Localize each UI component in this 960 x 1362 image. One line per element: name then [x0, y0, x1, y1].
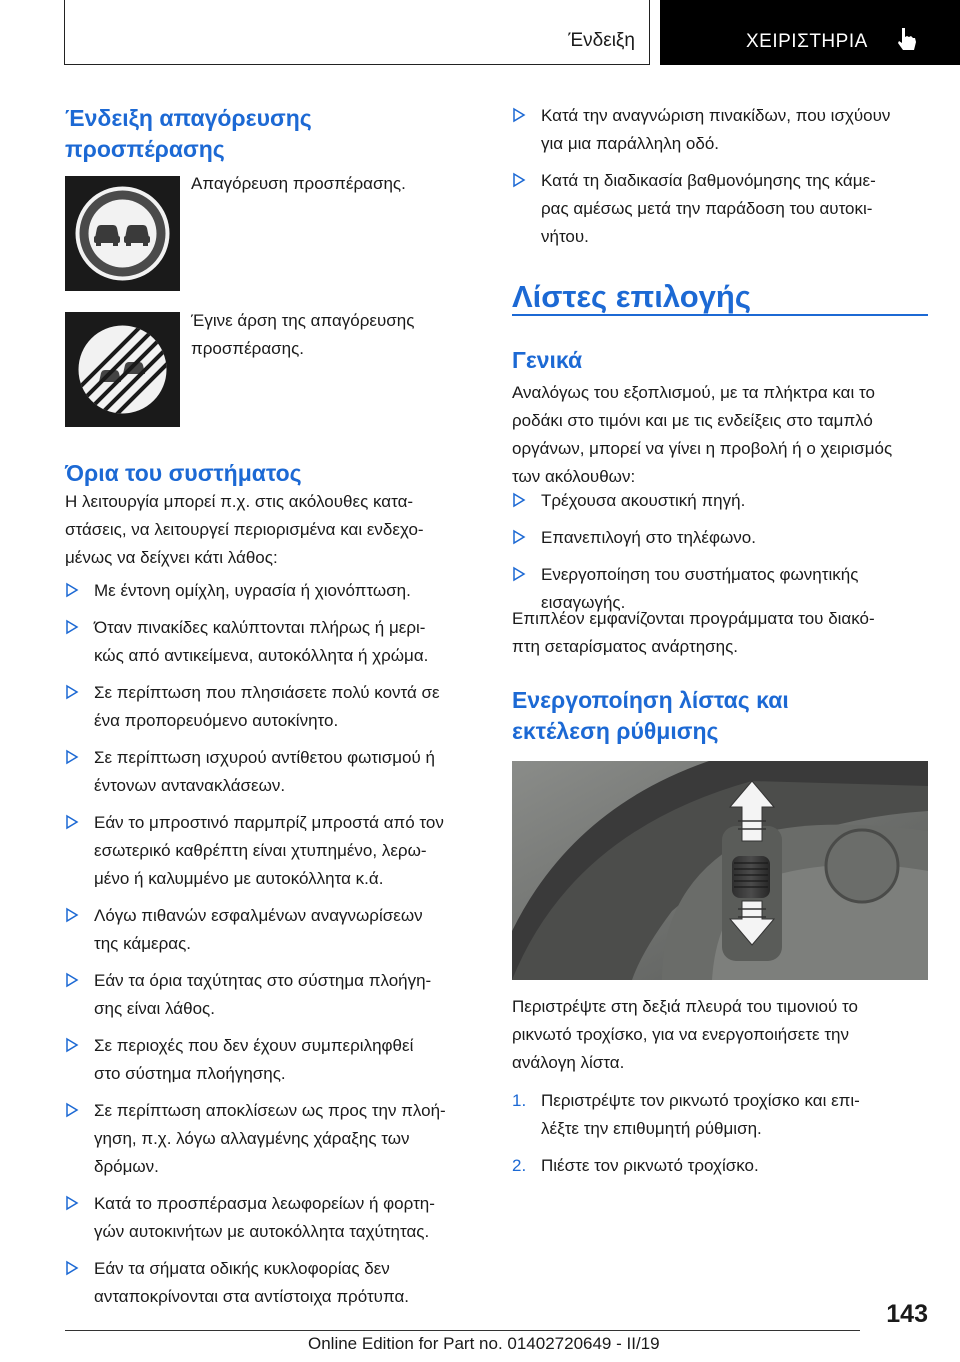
list-item-line: Εάν τα όρια ταχύτητας στο σύστημα πλοήγη‐ — [94, 971, 432, 990]
list-item-line: Σε περίπτωση ισχυρού αντίθετου φωτισμού ή — [94, 748, 435, 767]
limits-intro — [65, 488, 477, 572]
header-frame — [64, 0, 650, 65]
list-item-line: ανταποκρίνονται στα αντίστοιχα πρότυπα. — [94, 1287, 409, 1306]
list-item-line: Με έντονη ομίχλη, υγρασία ή χιονόπτωση. — [94, 581, 411, 600]
list-item — [65, 809, 477, 893]
step-line: λέξτε την επιθυμητή ρύθμιση. — [541, 1119, 762, 1138]
bullet-triangle-icon — [65, 683, 79, 701]
list-item — [512, 102, 928, 158]
section-title: Ένδειξη — [568, 30, 635, 51]
steps-list — [512, 1087, 928, 1189]
list-item-line: Κατά τη διαδικασία βαθμονόμησης της κάμε‐ — [541, 171, 876, 190]
bullet-triangle-icon — [65, 1259, 79, 1277]
list-item — [65, 614, 477, 670]
list-item — [65, 1190, 477, 1246]
sign2-caption-line: προσπέρασης. — [191, 339, 305, 358]
list-item-line: Σε περίπτωση αποκλίσεων ως προς την πλοή‐ — [94, 1101, 446, 1120]
selection-lists-title: Λίστες επιλογής — [512, 279, 751, 314]
end-no-overtaking-sign — [65, 312, 180, 427]
no-overtaking-sign — [65, 176, 180, 291]
step-number: 1. — [512, 1091, 527, 1110]
bullet-triangle-icon — [65, 1036, 79, 1054]
list-item — [65, 967, 477, 1023]
general-text — [512, 379, 928, 491]
overtaking-heading — [65, 103, 477, 165]
bullet-triangle-icon — [65, 1194, 79, 1212]
list-item-line: Εάν το μπροστινό παρμπρίζ μπροστά από τον — [94, 813, 444, 832]
list-item-line: μένο ή καλυμμένο με αυτοκόλλητα κ.ά. — [94, 869, 384, 888]
list-item-line: Επανεπιλογή στο τηλέφωνο. — [541, 528, 756, 547]
bullet-triangle-icon — [512, 106, 526, 124]
general-text-line: οργάνων, μπορεί να γίνει η προβολή ή ο χειρισμός — [512, 439, 893, 458]
list-item — [65, 744, 477, 800]
step-item — [512, 1152, 928, 1180]
general-text-line: Αναλόγως του εξοπλισμού, με τα πλήκτρα και το — [512, 383, 875, 402]
general-text-line: των ακόλουθων: — [512, 467, 636, 486]
list-item — [65, 902, 477, 958]
list-item — [65, 1032, 477, 1088]
step-line: Πιέστε τον ρικνωτό τροχίσκο. — [541, 1156, 759, 1175]
bullet-triangle-icon — [65, 971, 79, 989]
limits-intro-line: Η λειτουργία μπορεί π.χ. στις ακόλουθες κατα‐ — [65, 492, 414, 511]
list-item-line: Εάν τα σήματα οδικής κυκλοφορίας δεν — [94, 1259, 390, 1278]
list-item-line: στο σύστημα πλοήγησης. — [94, 1064, 286, 1083]
limits-list — [65, 577, 477, 1320]
list-item-line: γηση, π.χ. λόγω αλλαγμένης χάραξης των — [94, 1129, 410, 1148]
general-text-line: ροδάκι στο τιμόνι και με τις ενδείξεις στο ταμπλό — [512, 411, 873, 430]
chapter-tab[interactable] — [660, 0, 960, 65]
hand-pointer-icon — [894, 26, 918, 52]
list-item-line: Κατά την αναγνώριση πινακίδων, που ισχύουν — [541, 106, 891, 125]
list-item — [65, 1255, 477, 1311]
list-item-line: για μια παράλληλη οδό. — [541, 134, 719, 153]
bullet-triangle-icon — [65, 1101, 79, 1119]
list-item-line: δρόμων. — [94, 1157, 159, 1176]
list-item-line: ένα προπορευόμενο αυτοκίνητο. — [94, 711, 339, 730]
bullet-triangle-icon — [65, 906, 79, 924]
bullet-triangle-icon — [65, 813, 79, 831]
list-item-line: γών αυτοκινήτων με αυτοκόλλητα ταχύτητας. — [94, 1222, 430, 1241]
list-item — [65, 679, 477, 735]
list-item-line: Όταν πινακίδες καλύπτονται πλήρως ή μερι‐ — [94, 618, 426, 637]
bullet-triangle-icon — [65, 581, 79, 599]
activate-text-line: ανάλογη λίστα. — [512, 1053, 625, 1072]
footer-rule — [65, 1330, 860, 1331]
chapter-tab-label: ΧΕΙΡΙΣΤΗΡΙΑ — [746, 31, 868, 52]
list-item — [65, 1097, 477, 1181]
activate-heading-line: εκτέλεση ρύθμισης — [512, 718, 719, 744]
step-number: 2. — [512, 1156, 527, 1175]
bullet-triangle-icon — [512, 171, 526, 189]
overtaking-heading-line: Ένδειξη απαγόρευσης — [65, 105, 312, 131]
activate-text-line: Περιστρέψτε στη δεξιά πλευρά του τιμονιού το — [512, 997, 858, 1016]
activate-heading — [512, 685, 928, 747]
list-item-line: Κατά το προσπέρασμα λεωφορείων ή φορτη‐ — [94, 1194, 435, 1213]
list-item-line: νήτου. — [541, 227, 589, 246]
list-item-line: εισαγωγής. — [541, 593, 626, 612]
list-item-line: εσωτερικό καθρέπτη είναι χτυπημένο, λερω‐ — [94, 841, 427, 860]
overtaking-heading-line: προσπέρασης — [65, 136, 225, 162]
step-item — [512, 1087, 928, 1143]
extra-text-line: πτη σεταρίσματος ανάρτησης. — [512, 637, 739, 656]
list-item-line: Ενεργοποίηση του συστήματος φωνητικής — [541, 565, 859, 584]
end-no-overtaking-sign-icon — [65, 312, 180, 427]
limits-intro-line: στάσεις, να λειτουργεί περιορισμένα και ενδεχο‐ — [65, 520, 424, 539]
limits-heading: Όρια του συστήματος — [65, 460, 302, 486]
list-item-line: κώς από αντικείμενα, αυτοκόλλητα ή χρώμα. — [94, 646, 429, 665]
bullet-triangle-icon — [512, 528, 526, 546]
list-item-line: Τρέχουσα ακουστική πηγή. — [541, 491, 746, 510]
page-number: 143 — [886, 1300, 928, 1328]
extra-text-line: Επιπλέον εμφανίζονται προγράμματα του διακό‐ — [512, 609, 875, 628]
bullet-triangle-icon — [65, 618, 79, 636]
list-item — [512, 167, 928, 251]
activate-text — [512, 993, 928, 1077]
list-item-line: σης είναι λάθος. — [94, 999, 215, 1018]
list-item-line: ρας αμέσως μετά την παράδοση του αυτοκι‐ — [541, 199, 873, 218]
bullet-triangle-icon — [512, 491, 526, 509]
activate-text-line: ρικνωτό τροχίσκο, για να ενεργοποιήσετε την — [512, 1025, 849, 1044]
sign1-caption: Απαγόρευση προσπέρασης. — [191, 174, 406, 193]
step-line: Περιστρέψτε τον ρικνωτό τροχίσκο και επι‐ — [541, 1091, 860, 1110]
general-heading: Γενικά — [512, 347, 583, 373]
steering-wheel-thumbwheel-photo — [512, 761, 928, 980]
list-item-line: έντονων αντανακλάσεων. — [94, 776, 286, 795]
sign2-caption-line: Έγινε άρση της απαγόρευσης — [191, 311, 415, 330]
list-item-line: Λόγω πιθανών εσφαλμένων αναγνωρίσεων — [94, 906, 423, 925]
bullet-triangle-icon — [512, 565, 526, 583]
list-item — [65, 577, 477, 605]
list-item-line: Σε περιοχές που δεν έχουν συμπεριληφθεί — [94, 1036, 414, 1055]
activate-heading-line: Ενεργοποίηση λίστας και — [512, 687, 789, 713]
extra-text — [512, 605, 928, 661]
top-bullet-list — [512, 102, 928, 260]
sign2-caption — [191, 307, 414, 363]
list-item-line: Σε περίπτωση που πλησιάσετε πολύ κοντά σε — [94, 683, 440, 702]
edition-text: Online Edition for Part no. 01402720649 - II/19 — [308, 1334, 660, 1353]
limits-intro-line: μένως να δείχνει κάτι λάθος: — [65, 548, 278, 567]
list-item-line: της κάμερας. — [94, 934, 191, 953]
steering-wheel-illustration — [512, 761, 928, 980]
list-item — [512, 524, 928, 552]
bullet-triangle-icon — [65, 748, 79, 766]
list-item — [512, 487, 928, 515]
no-overtaking-sign-icon — [65, 176, 180, 291]
section-rule — [512, 314, 928, 316]
